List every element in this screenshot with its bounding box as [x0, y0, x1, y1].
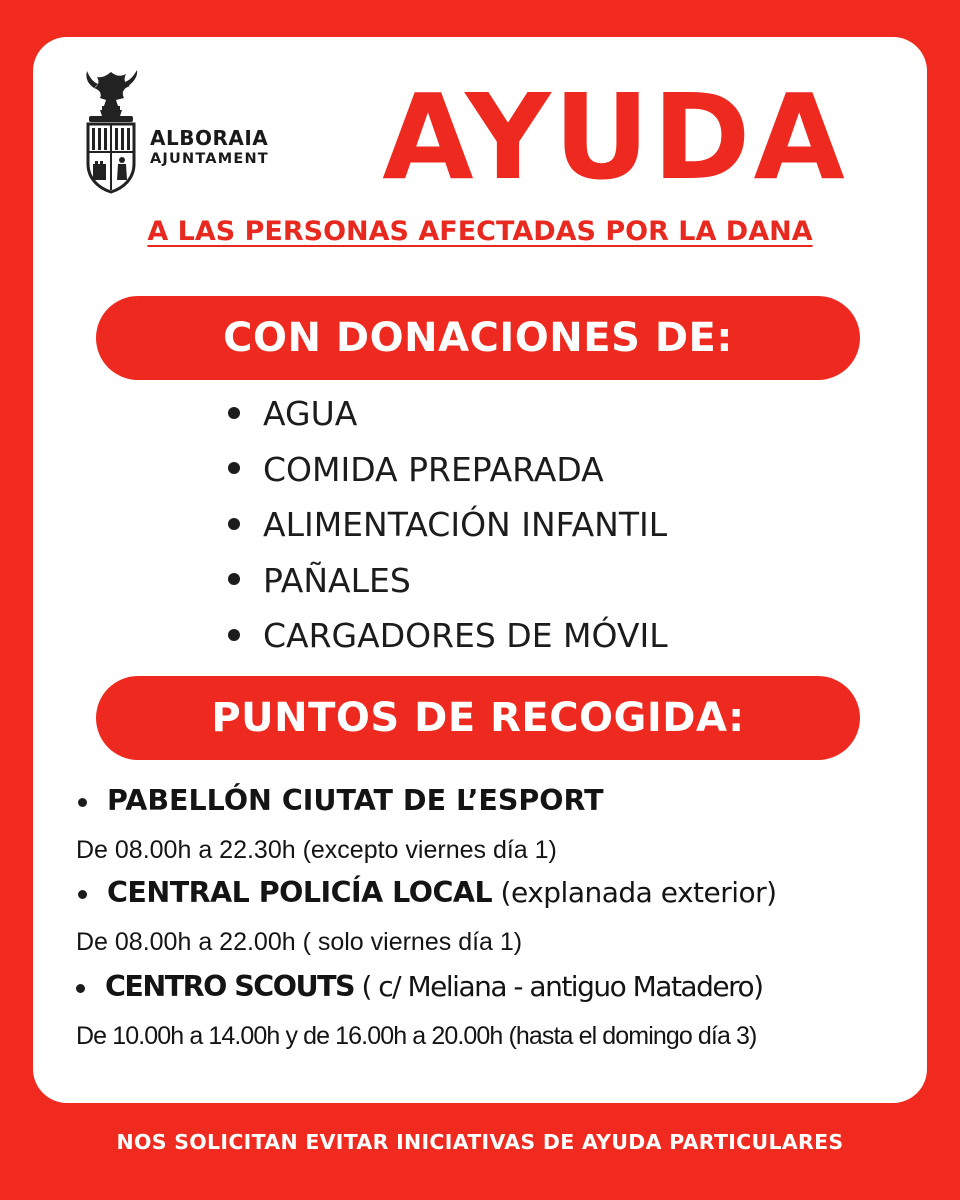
list-item: ALIMENTACIÓN INFANTIL: [228, 501, 668, 557]
point-name: CENTRAL POLICÍA LOCAL: [107, 876, 493, 909]
list-item: PAÑALES: [228, 557, 668, 613]
collection-point-3: [76, 970, 763, 1003]
bullet-icon: [78, 890, 87, 899]
bullet-icon: [228, 462, 240, 474]
bullet-icon: [228, 407, 240, 419]
collection-heading: PUNTOS DE RECOGIDA:: [96, 676, 860, 760]
page-title: AYUDA: [382, 68, 848, 206]
bullet-icon: [78, 798, 87, 807]
bullet-icon: [228, 573, 240, 585]
point-name: CENTRO SCOUTS: [105, 970, 355, 1003]
bullet-icon: [76, 984, 85, 993]
bullet-icon: [228, 629, 240, 641]
point-schedule: De 08.00h a 22.30h (excepto viernes día 1): [76, 836, 557, 864]
list-item: COMIDA PREPARADA: [228, 446, 668, 502]
coat-of-arms-icon: [80, 68, 142, 194]
point-detail: (explanada exterior): [492, 876, 777, 909]
bullet-icon: [228, 518, 240, 530]
logo-subtitle: AJUNTAMENT: [150, 151, 269, 167]
footer-notice: NOS SOLICITAN EVITAR INICIATIVAS DE AYUDA PARTICULARES: [116, 1130, 844, 1154]
donations-heading: CON DONACIONES DE:: [96, 296, 860, 380]
point-schedule: De 08.00h a 22.00h ( solo viernes día 1): [76, 928, 523, 956]
page-subtitle: A LAS PERSONAS AFECTADAS POR LA DANA: [147, 216, 813, 247]
list-item: CARGADORES DE MÓVIL: [228, 612, 668, 668]
logo-name: ALBORAIA: [150, 126, 269, 150]
list-item: AGUA: [228, 390, 668, 446]
collection-point-2: [78, 876, 777, 909]
point-schedule: De 10.00h a 14.00h y de 16.00h a 20.00h (hasta el domingo día 3): [76, 1022, 757, 1050]
town-hall-logo: [80, 68, 290, 196]
point-name: PABELLÓN CIUTAT DE L’ESPORT: [107, 784, 604, 817]
collection-point-1: [78, 784, 604, 817]
donations-list: [228, 390, 668, 668]
point-detail: ( c/ Meliana - antiguo Matadero): [354, 970, 763, 1003]
